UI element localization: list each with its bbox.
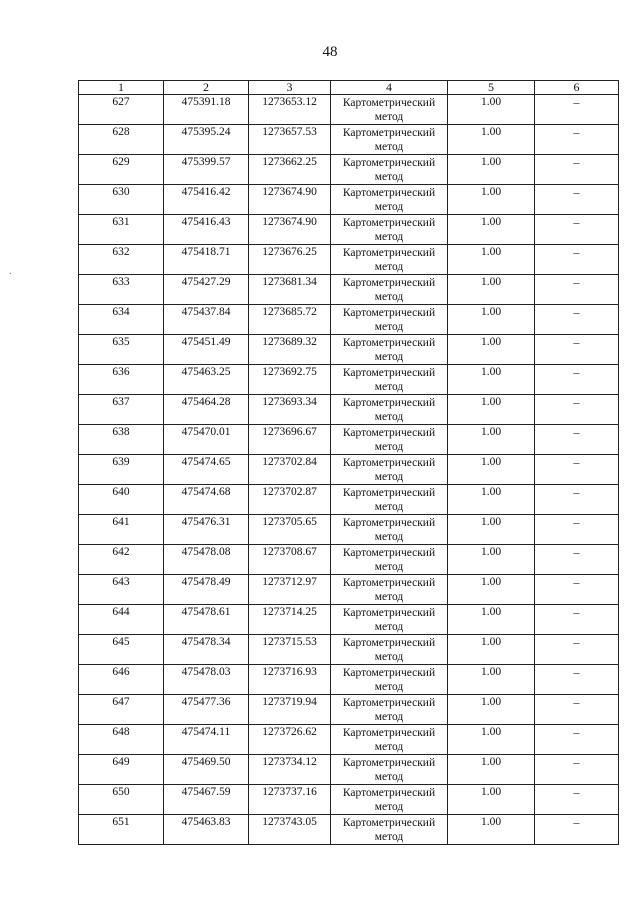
y-coordinate-cell: 1273743.05 (249, 815, 331, 845)
point-number-cell: 640 (79, 485, 164, 515)
table-row (79, 155, 619, 185)
table-row (79, 425, 619, 455)
point-number-cell: 651 (79, 815, 164, 845)
table-row (79, 815, 619, 845)
y-coordinate-cell: 1273726.62 (249, 725, 331, 755)
method-cell: Картометрический метод (331, 335, 448, 365)
x-coordinate-cell: 475416.43 (164, 215, 249, 245)
table-row (79, 575, 619, 605)
note-cell: – (535, 515, 619, 545)
table-row (79, 635, 619, 665)
point-number-cell: 633 (79, 275, 164, 305)
point-number-cell: 632 (79, 245, 164, 275)
table-row (79, 185, 619, 215)
point-number-cell: 635 (79, 335, 164, 365)
y-coordinate-cell: 1273674.90 (249, 215, 331, 245)
y-coordinate-cell: 1273715.53 (249, 635, 331, 665)
page-number: 48 (322, 44, 338, 60)
x-coordinate-cell: 475478.34 (164, 635, 249, 665)
method-cell: Картометрический метод (331, 305, 448, 335)
note-cell: – (535, 305, 619, 335)
note-cell: – (535, 575, 619, 605)
method-cell: Картометрический метод (331, 695, 448, 725)
method-cell: Картометрический метод (331, 815, 448, 845)
accuracy-cell: 1.00 (448, 335, 535, 365)
method-cell: Картометрический метод (331, 785, 448, 815)
y-coordinate-cell: 1273712.97 (249, 575, 331, 605)
accuracy-cell: 1.00 (448, 425, 535, 455)
method-cell: Картометрический метод (331, 575, 448, 605)
point-number-cell: 642 (79, 545, 164, 575)
accuracy-cell: 1.00 (448, 215, 535, 245)
y-coordinate-cell: 1273734.12 (249, 755, 331, 785)
method-cell: Картометрический метод (331, 455, 448, 485)
point-number-cell: 650 (79, 785, 164, 815)
note-cell: – (535, 455, 619, 485)
point-number-cell: 649 (79, 755, 164, 785)
note-cell: – (535, 545, 619, 575)
column-header-2: 2 (164, 81, 249, 95)
y-coordinate-cell: 1273714.25 (249, 605, 331, 635)
point-number-cell: 637 (79, 395, 164, 425)
note-cell: – (535, 695, 619, 725)
point-number-cell: 631 (79, 215, 164, 245)
x-coordinate-cell: 475478.61 (164, 605, 249, 635)
method-cell: Картометрический метод (331, 125, 448, 155)
y-coordinate-cell: 1273705.65 (249, 515, 331, 545)
method-cell: Картометрический метод (331, 545, 448, 575)
method-cell: Картометрический метод (331, 215, 448, 245)
method-cell: Картометрический метод (331, 155, 448, 185)
y-coordinate-cell: 1273693.34 (249, 395, 331, 425)
accuracy-cell: 1.00 (448, 245, 535, 275)
point-number-cell: 636 (79, 365, 164, 395)
accuracy-cell: 1.00 (448, 665, 535, 695)
y-coordinate-cell: 1273653.12 (249, 95, 331, 125)
table-row (79, 755, 619, 785)
table-row (79, 545, 619, 575)
note-cell: – (535, 635, 619, 665)
x-coordinate-cell: 475470.01 (164, 425, 249, 455)
x-coordinate-cell: 475477.36 (164, 695, 249, 725)
method-cell: Картометрический метод (331, 395, 448, 425)
method-cell: Картометрический метод (331, 635, 448, 665)
accuracy-cell: 1.00 (448, 575, 535, 605)
note-cell: – (535, 785, 619, 815)
x-coordinate-cell: 475469.50 (164, 755, 249, 785)
table-row (79, 95, 619, 125)
y-coordinate-cell: 1273692.75 (249, 365, 331, 395)
note-cell: – (535, 395, 619, 425)
x-coordinate-cell: 475418.71 (164, 245, 249, 275)
x-coordinate-cell: 475474.68 (164, 485, 249, 515)
x-coordinate-cell: 475467.59 (164, 785, 249, 815)
table-row (79, 245, 619, 275)
table-row (79, 215, 619, 245)
y-coordinate-cell: 1273657.53 (249, 125, 331, 155)
y-coordinate-cell: 1273696.67 (249, 425, 331, 455)
y-coordinate-cell: 1273676.25 (249, 245, 331, 275)
y-coordinate-cell: 1273719.94 (249, 695, 331, 725)
table-row (79, 365, 619, 395)
column-header-1: 1 (79, 81, 164, 95)
x-coordinate-cell: 475399.57 (164, 155, 249, 185)
table-row (79, 515, 619, 545)
x-coordinate-cell: 475437.84 (164, 305, 249, 335)
note-cell: – (535, 485, 619, 515)
accuracy-cell: 1.00 (448, 815, 535, 845)
method-cell: Картометрический метод (331, 485, 448, 515)
accuracy-cell: 1.00 (448, 695, 535, 725)
x-coordinate-cell: 475463.25 (164, 365, 249, 395)
point-number-cell: 629 (79, 155, 164, 185)
point-number-cell: 628 (79, 125, 164, 155)
note-cell: – (535, 215, 619, 245)
accuracy-cell: 1.00 (448, 545, 535, 575)
method-cell: Картометрический метод (331, 425, 448, 455)
note-cell: – (535, 755, 619, 785)
point-number-cell: 643 (79, 575, 164, 605)
column-header-5: 5 (448, 81, 535, 95)
x-coordinate-cell: 475416.42 (164, 185, 249, 215)
note-cell: – (535, 245, 619, 275)
note-cell: – (535, 185, 619, 215)
accuracy-cell: 1.00 (448, 125, 535, 155)
accuracy-cell: 1.00 (448, 785, 535, 815)
accuracy-cell: 1.00 (448, 755, 535, 785)
table-row (79, 785, 619, 815)
note-cell: – (535, 725, 619, 755)
x-coordinate-cell: 475478.03 (164, 665, 249, 695)
accuracy-cell: 1.00 (448, 155, 535, 185)
method-cell: Картометрический метод (331, 95, 448, 125)
accuracy-cell: 1.00 (448, 395, 535, 425)
table-row (79, 395, 619, 425)
table-row (79, 665, 619, 695)
method-cell: Картометрический метод (331, 185, 448, 215)
y-coordinate-cell: 1273662.25 (249, 155, 331, 185)
x-coordinate-cell: 475395.24 (164, 125, 249, 155)
accuracy-cell: 1.00 (448, 455, 535, 485)
x-coordinate-cell: 475476.31 (164, 515, 249, 545)
accuracy-cell: 1.00 (448, 95, 535, 125)
x-coordinate-cell: 475464.28 (164, 395, 249, 425)
note-cell: – (535, 815, 619, 845)
accuracy-cell: 1.00 (448, 515, 535, 545)
point-number-cell: 644 (79, 605, 164, 635)
table-row (79, 455, 619, 485)
coordinates-table (78, 80, 619, 845)
table-row (79, 485, 619, 515)
x-coordinate-cell: 475474.11 (164, 725, 249, 755)
method-cell: Картометрический метод (331, 665, 448, 695)
table-row (79, 125, 619, 155)
method-cell: Картометрический метод (331, 725, 448, 755)
accuracy-cell: 1.00 (448, 635, 535, 665)
note-cell: – (535, 605, 619, 635)
point-number-cell: 645 (79, 635, 164, 665)
method-cell: Картометрический метод (331, 605, 448, 635)
column-header-3: 3 (249, 81, 331, 95)
point-number-cell: 634 (79, 305, 164, 335)
note-cell: – (535, 665, 619, 695)
point-number-cell: 627 (79, 95, 164, 125)
accuracy-cell: 1.00 (448, 185, 535, 215)
accuracy-cell: 1.00 (448, 275, 535, 305)
table-row (79, 725, 619, 755)
table-row (79, 605, 619, 635)
column-header-4: 4 (331, 81, 448, 95)
x-coordinate-cell: 475474.65 (164, 455, 249, 485)
point-number-cell: 630 (79, 185, 164, 215)
y-coordinate-cell: 1273689.32 (249, 335, 331, 365)
note-cell: – (535, 365, 619, 395)
accuracy-cell: 1.00 (448, 485, 535, 515)
note-cell: – (535, 275, 619, 305)
x-coordinate-cell: 475463.83 (164, 815, 249, 845)
table-row (79, 275, 619, 305)
y-coordinate-cell: 1273702.84 (249, 455, 331, 485)
point-number-cell: 646 (79, 665, 164, 695)
table-row (79, 695, 619, 725)
column-header-6: 6 (535, 81, 619, 95)
y-coordinate-cell: 1273681.34 (249, 275, 331, 305)
y-coordinate-cell: 1273708.67 (249, 545, 331, 575)
note-cell: – (535, 125, 619, 155)
point-number-cell: 638 (79, 425, 164, 455)
accuracy-cell: 1.00 (448, 605, 535, 635)
accuracy-cell: 1.00 (448, 725, 535, 755)
point-number-cell: 641 (79, 515, 164, 545)
accuracy-cell: 1.00 (448, 365, 535, 395)
note-cell: – (535, 95, 619, 125)
accuracy-cell: 1.00 (448, 305, 535, 335)
y-coordinate-cell: 1273685.72 (249, 305, 331, 335)
x-coordinate-cell: 475391.18 (164, 95, 249, 125)
y-coordinate-cell: 1273674.90 (249, 185, 331, 215)
margin-mark: . (9, 266, 12, 277)
point-number-cell: 639 (79, 455, 164, 485)
method-cell: Картометрический метод (331, 275, 448, 305)
note-cell: – (535, 425, 619, 455)
method-cell: Картометрический метод (331, 755, 448, 785)
table-row (79, 305, 619, 335)
method-cell: Картометрический метод (331, 365, 448, 395)
point-number-cell: 648 (79, 725, 164, 755)
table-header-row (79, 81, 619, 95)
method-cell: Картометрический метод (331, 245, 448, 275)
x-coordinate-cell: 475451.49 (164, 335, 249, 365)
y-coordinate-cell: 1273737.16 (249, 785, 331, 815)
table-row (79, 335, 619, 365)
point-number-cell: 647 (79, 695, 164, 725)
x-coordinate-cell: 475478.08 (164, 545, 249, 575)
x-coordinate-cell: 475427.29 (164, 275, 249, 305)
y-coordinate-cell: 1273716.93 (249, 665, 331, 695)
method-cell: Картометрический метод (331, 515, 448, 545)
y-coordinate-cell: 1273702.87 (249, 485, 331, 515)
note-cell: – (535, 335, 619, 365)
note-cell: – (535, 155, 619, 185)
x-coordinate-cell: 475478.49 (164, 575, 249, 605)
